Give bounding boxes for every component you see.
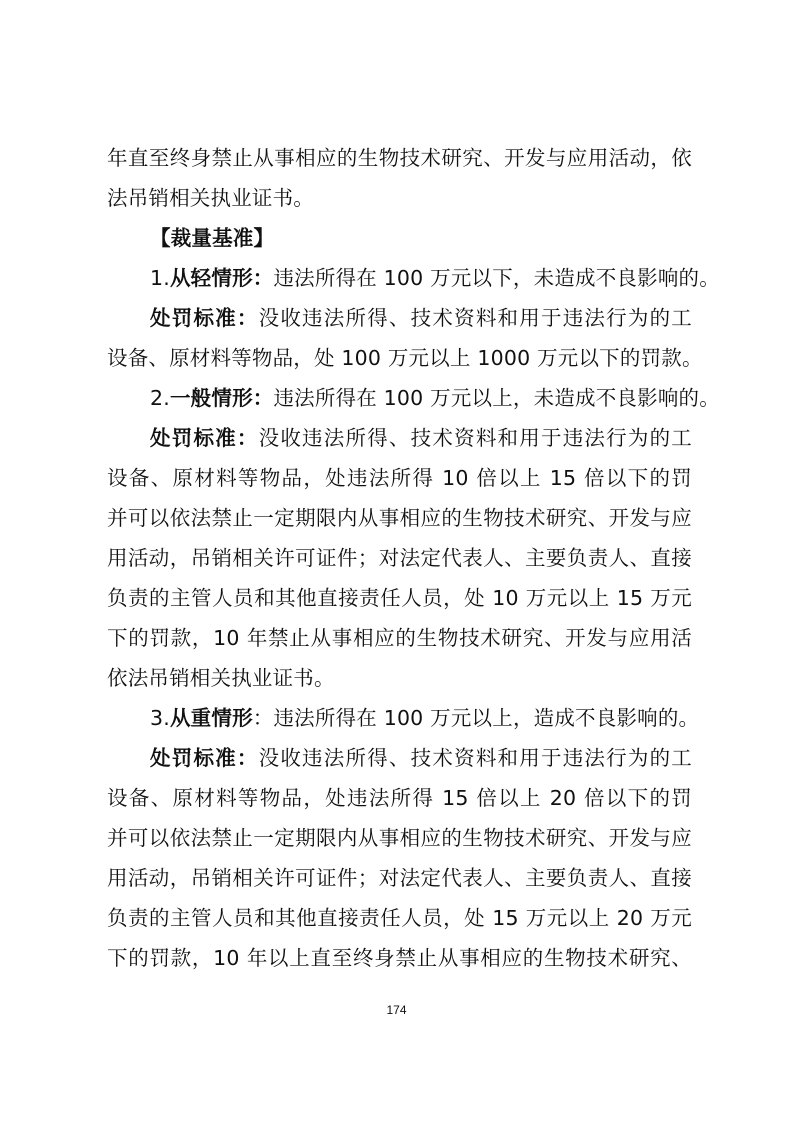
bold-label: 【裁量基准】 [150, 226, 275, 250]
text-segment: 违法所得在 100 万元以上，未造成不良影响的。 [273, 386, 720, 410]
text-segment: 并可以依法禁止一定期限内从事相应的生物技术研究、开发与应 [107, 826, 692, 850]
text-line [107, 338, 703, 378]
text-segment: 负责的主管人员和其他直接责任人员，处 10 万元以上 15 万元 [107, 586, 692, 610]
text-segment: 3. [150, 706, 170, 730]
text-segment: 负责的主管人员和其他直接责任人员，处 15 万元以上 20 万元 [107, 906, 692, 930]
bold-label: 一般情形： [169, 386, 274, 410]
text-line [107, 778, 692, 818]
bold-label: 从重情形 [169, 706, 253, 730]
text-line [107, 618, 692, 658]
text-line [107, 378, 720, 418]
text-segment: 设备、原材料等物品，处违法所得 15 倍以上 20 倍以下的罚 [107, 786, 692, 810]
text-line [107, 138, 692, 178]
text-segment: 下的罚款，10 年禁止从事相应的生物技术研究、开发与应用活 [107, 626, 692, 650]
text-line [107, 258, 720, 298]
bold-label: 处罚标准： [150, 746, 259, 770]
text-segment: 设备、原材料等物品，处违法所得 10 倍以上 15 倍以下的罚 [107, 466, 692, 490]
text-line [107, 458, 692, 498]
text-line [107, 698, 700, 738]
text-segment: 年直至终身禁止从事相应的生物技术研究、开发与应用活动，依 [107, 146, 692, 170]
text-segment: 没收违法所得、技术资料和用于违法行为的工 [258, 426, 692, 450]
text-line [107, 938, 692, 978]
text-line [107, 578, 692, 618]
text-segment: 法吊销相关执业证书。 [107, 186, 314, 210]
page-number: 174 [386, 1003, 407, 1017]
text-segment: 没收违法所得、技术资料和用于违法行为的工 [258, 306, 692, 330]
text-segment: 用活动，吊销相关许可证件；对法定代表人、主要负责人、直接 [107, 866, 692, 890]
text-segment: 下的罚款，10 年以上直至终身禁止从事相应的生物技术研究、 [107, 946, 692, 970]
text-line [107, 658, 692, 698]
text-segment: 没收违法所得、技术资料和用于违法行为的工 [258, 746, 692, 770]
text-segment: 用活动，吊销相关许可证件；对法定代表人、主要负责人、直接 [107, 546, 692, 570]
text-line [107, 418, 692, 458]
text-segment: 依法吊销相关执业证书。 [107, 666, 335, 690]
text-segment: 1. [150, 266, 170, 290]
bold-label: 处罚标准： [150, 306, 259, 330]
text-line [107, 498, 692, 538]
text-line [107, 178, 692, 218]
bold-label: 处罚标准： [150, 426, 259, 450]
text-line [107, 218, 692, 258]
text-line [107, 298, 692, 338]
text-line [107, 538, 692, 578]
text-segment: 2. [150, 386, 170, 410]
text-line [107, 738, 692, 778]
text-segment: ：违法所得在 100 万元以上，造成不良影响的。 [252, 706, 700, 730]
text-segment: 违法所得在 100 万元以下，未造成不良影响的。 [273, 266, 720, 290]
bold-label: 从轻情形： [169, 266, 274, 290]
text-line [107, 858, 692, 898]
text-line [107, 898, 692, 938]
text-segment: 设备、原材料等物品，处 100 万元以上 1000 万元以下的罚款。 [107, 346, 703, 370]
text-line [107, 818, 692, 858]
document-body [107, 138, 720, 978]
text-segment: 并可以依法禁止一定期限内从事相应的生物技术研究、开发与应 [107, 506, 692, 530]
